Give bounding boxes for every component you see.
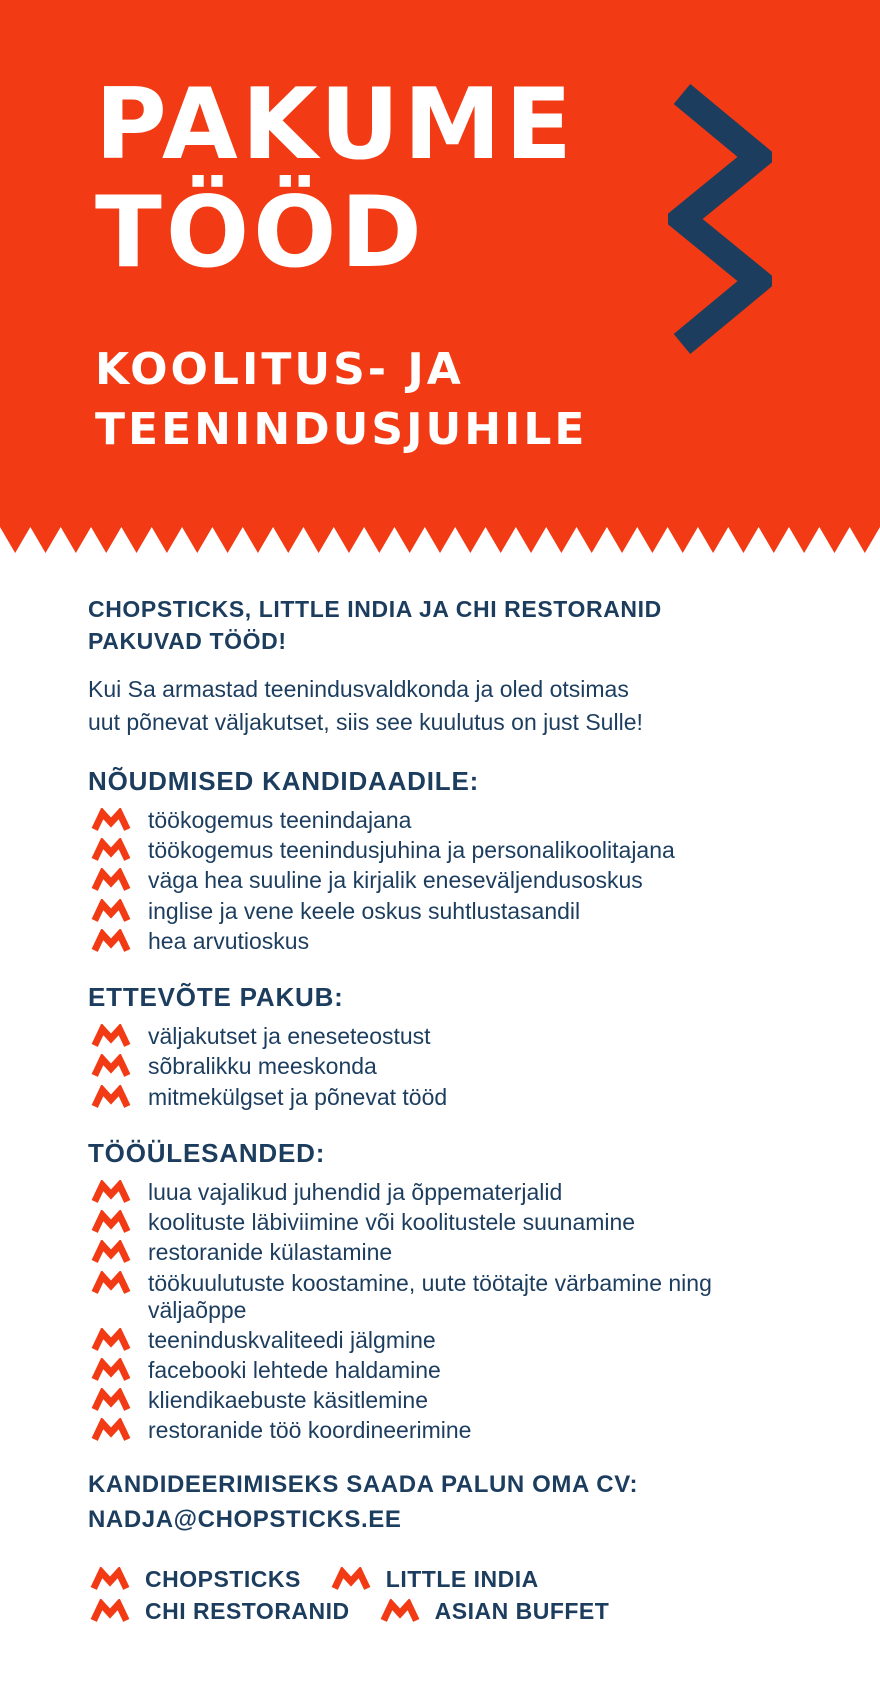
intro-heading-line1: CHOPSTICKS, LITTLE INDIA JA CHI RESTORANID: [88, 596, 662, 622]
poster-subtitle-line1: KOOLITUS- JA: [95, 343, 464, 395]
list-item-text: mitmekülgset ja põnevat tööd: [148, 1083, 448, 1110]
list-item-text: facebooki lehtede haldamine: [148, 1356, 441, 1383]
list-item: [88, 867, 800, 894]
list-item: [88, 1357, 800, 1384]
list-item-text: restoranide külastamine: [148, 1239, 393, 1266]
zigzag-border: [0, 527, 880, 553]
brand-row: [88, 1598, 800, 1625]
list-item-text: luua vajalikud juhendid ja õppematerjalid: [148, 1179, 563, 1206]
brand-row: [88, 1566, 800, 1593]
cta-line: KANDIDEERIMISEKS SAADA PALUN OMA CV:: [88, 1471, 639, 1499]
zigzag-bullet-icon: [88, 1085, 134, 1109]
zigzag-bullet-icon: [88, 1358, 134, 1382]
list-item: [88, 807, 800, 834]
zigzag-bullet-icon: [88, 838, 134, 862]
intro-paragraph: [88, 673, 800, 738]
list-item: [88, 1023, 800, 1050]
brand-item: [88, 1566, 301, 1593]
list-item: [88, 1209, 800, 1236]
zigzag-brand-icon: [378, 1599, 422, 1623]
zigzag-bullet-icon: [88, 868, 134, 892]
zigzag-bullet-icon: [88, 1024, 134, 1048]
brand-item: [378, 1598, 610, 1625]
tasks-list: [88, 1179, 800, 1444]
list-item: [88, 1179, 800, 1206]
list-item: [88, 1327, 800, 1354]
list-item: [88, 1417, 800, 1444]
zigzag-bullet-icon: [88, 1388, 134, 1412]
list-item: [88, 1084, 800, 1111]
zigzag-brand-icon: [88, 1599, 132, 1623]
offer-list: [88, 1023, 800, 1110]
zigzag-bullet-icon: [88, 1418, 134, 1442]
zigzag-bullet-icon: [88, 899, 134, 923]
list-item: [88, 1270, 800, 1324]
list-item-text: teeninduskvaliteedi jälgmine: [148, 1326, 436, 1353]
cta-block: [88, 1468, 800, 1538]
poster-subtitle-line2: TEENINDUSJUHILE: [95, 404, 588, 456]
list-item-text: töökogemus teenindusjuhina ja personalikoolitajana: [148, 837, 675, 864]
poster-body: [0, 593, 880, 1625]
list-item: [88, 837, 800, 864]
brand-label: CHOPSTICKS: [145, 1565, 301, 1592]
section-heading-tasks: TÖÖÜLESANDED:: [88, 1137, 326, 1168]
zigzag-brand-icon: [329, 1567, 373, 1591]
section-heading-requirements: NÕUDMISED KANDIDAADILE:: [88, 765, 480, 796]
header-banner: [0, 0, 880, 527]
list-item-text: restoranide töö koordineerimine: [148, 1417, 472, 1444]
list-item: [88, 1053, 800, 1080]
poster-title-line2: TÖÖD: [95, 175, 426, 290]
intro-heading-line2: PAKUVAD TÖÖD!: [88, 628, 287, 655]
list-item: [88, 928, 800, 955]
zigzag-bullet-icon: [88, 1210, 134, 1234]
list-item-text: väga hea suuline ja kirjalik eneseväljendusoskus: [148, 867, 643, 894]
list-item-text: inglise ja vene keele oskus suhtlustasandil: [148, 897, 581, 924]
cta-email: NADJA@CHOPSTICKS.EE: [88, 1506, 402, 1534]
brand-label: ASIAN BUFFET: [434, 1597, 610, 1624]
list-item-text: hea arvutioskus: [148, 927, 310, 954]
brand-label: LITTLE INDIA: [385, 1565, 539, 1592]
zigzag-bullet-icon: [88, 1240, 134, 1264]
list-item-text: töökuulutuste koostamine, uute töötajte värbamine ning väljaõppe: [148, 1269, 712, 1323]
zigzag-bullet-icon: [88, 1180, 134, 1204]
brand-item: [329, 1566, 539, 1593]
intro-paragraph-line2: uut põnevat väljakutset, siis see kuulutus on just Sulle!: [88, 709, 643, 736]
zigzag-bullet-icon: [88, 808, 134, 832]
brand-label: CHI RESTORANID: [145, 1597, 350, 1624]
intro-heading: [88, 593, 800, 657]
zigzag-bullet-icon: [88, 1271, 134, 1295]
zigzag-bullet-icon: [88, 929, 134, 953]
requirements-list: [88, 807, 800, 955]
zigzag-bullet-icon: [88, 1328, 134, 1352]
intro-paragraph-line1: Kui Sa armastad teenindusvaldkonda ja oled otsimas: [88, 676, 629, 703]
list-item-text: koolituste läbiviimine või koolitustele suunamine: [148, 1209, 636, 1236]
list-item: [88, 898, 800, 925]
list-item: [88, 1239, 800, 1266]
zigzag-brand-icon: [88, 1567, 132, 1591]
list-item-text: töökogemus teenindajana: [148, 807, 412, 834]
brands-footer: [88, 1566, 800, 1625]
list-item-text: väljakutset ja eneseteostust: [148, 1023, 431, 1050]
brand-item: [88, 1598, 350, 1625]
double-chevron-right-icon: [668, 84, 772, 354]
list-item: [88, 1387, 800, 1414]
section-heading-offer: ETTEVÕTE PAKUB:: [88, 981, 344, 1012]
list-item-text: kliendikaebuste käsitlemine: [148, 1387, 428, 1414]
poster-subtitle: [95, 340, 880, 461]
zigzag-bullet-icon: [88, 1054, 134, 1078]
list-item-text: sõbralikku meeskonda: [148, 1053, 377, 1080]
poster-title-line1: PAKUME: [95, 68, 576, 182]
